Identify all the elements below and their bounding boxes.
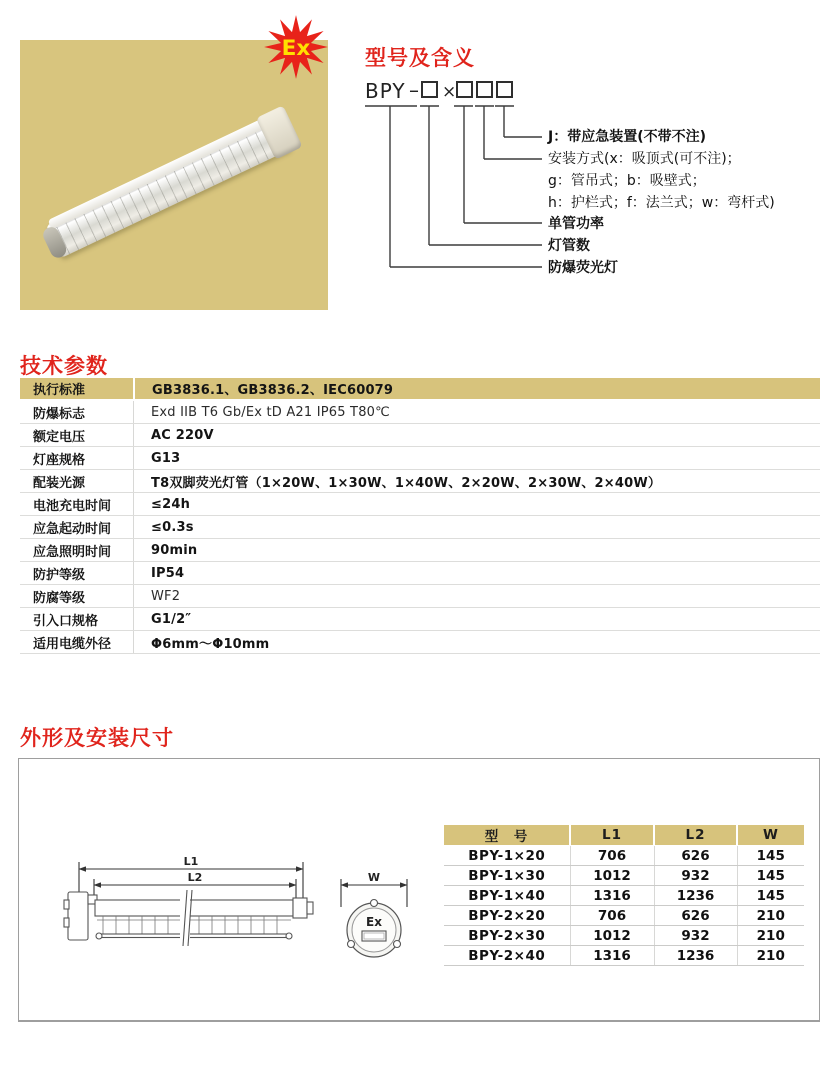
dim-col-w: W [737,825,804,846]
param-label: 防爆标志 [33,406,86,422]
param-label: 应急起动时间 [33,521,112,537]
dim-table-row [444,866,804,886]
model-connector-lines [365,106,542,267]
param-label: 引入口规格 [33,613,99,629]
tech-row [20,516,820,539]
dim-cell: 1316 [570,886,654,906]
param-value: IP54 [133,562,820,584]
dim-cell: 145 [737,866,804,886]
dim-table-row [444,906,804,926]
model-prefix: BPY [365,79,406,103]
param-value: Φ6mm～Φ10mm [133,631,820,653]
param-value: Exd IIB T6 Gb/Ex tD A21 IP65 T80℃ [133,401,820,423]
param-value: G1/2″ [133,608,820,630]
ex-starburst-icon [258,12,334,82]
param-value: G13 [133,447,820,469]
dim-label-l2: L2 [187,871,203,884]
dim-cell: 932 [654,866,737,886]
dim-cell: 210 [737,906,804,926]
param-label: 额定电压 [33,429,86,445]
param-value: ≤24h [133,493,820,515]
dim-cell: BPY-1×20 [444,846,570,866]
legend-tube-count: 灯管数 [548,238,590,254]
fluorescent-lamp-image [46,116,293,258]
param-value: T8双脚荧光灯管（1×20W、1×30W、1×40W、2×20W、2×30W、2×40W） [133,470,820,492]
legend-mounting-3: h：护栏式；f：法兰式；w：弯杆式) [548,195,775,211]
tech-row [20,401,820,424]
dim-cell: 706 [570,846,654,866]
legend-emergency: J：带应急装置(不带不注) [548,129,707,145]
dim-cell: 145 [737,846,804,866]
dimensions-title: 外形及安装尺寸 [20,726,174,750]
tech-row [20,378,820,401]
side-view-drawing [51,854,323,966]
param-label: 适用电缆外径 [33,636,112,652]
dim-cell: 1236 [654,886,737,906]
dim-cell: BPY-1×40 [444,886,570,906]
end-view-drawing [332,873,416,969]
model-box [497,82,512,97]
tech-row [20,470,820,493]
dim-cell: 706 [570,906,654,926]
dim-cell: 210 [737,926,804,946]
legend-mounting-1: 安装方式(x：吸顶式(可不注)； [548,151,741,167]
dim-cell: BPY-2×30 [444,926,570,946]
dim-cell: 626 [654,906,737,926]
dimensions-table [444,825,804,966]
tech-row [20,539,820,562]
param-value: AC 220V [133,424,820,446]
dim-label-w: W [367,873,381,884]
param-value: GB3836.1、GB3836.2、IEC60079 [133,378,820,399]
model-box [477,82,492,97]
dimensions-panel [18,758,820,1022]
tech-row [20,562,820,585]
dim-col-l2: L2 [654,825,737,846]
ex-badge-text: Ex [281,36,311,62]
dim-cell: 1012 [570,926,654,946]
param-label: 配装光源 [33,475,86,491]
tech-row [20,608,820,631]
legend-mounting-2: g：管吊式；b：吸壁式； [548,173,706,189]
lamp-body [46,116,293,258]
dim-cell: BPY-1×30 [444,866,570,886]
tech-row [20,424,820,447]
model-box [422,82,437,97]
tech-row [20,631,820,654]
dim-cell: 932 [654,926,737,946]
dim-cell: 210 [737,946,804,966]
param-label: 防护等级 [33,567,86,583]
param-value: WF2 [133,585,820,607]
end-view-ex-mark: Ex [366,915,382,929]
dim-col-model: 型 号 [444,825,570,846]
dim-table-row [444,846,804,866]
legend-tube-power: 单管功率 [548,216,604,232]
dim-col-l1: L1 [570,825,654,846]
param-label: 灯座规格 [33,452,86,468]
param-label: 应急照明时间 [33,544,112,560]
dim-cell: BPY-2×40 [444,946,570,966]
dim-cell: BPY-2×20 [444,906,570,926]
legend-product-name: 防爆荧光灯 [548,260,618,276]
param-value: 90min [133,539,820,561]
model-times: × [442,82,457,102]
dim-cell: 1236 [654,946,737,966]
dim-cell: 1316 [570,946,654,966]
model-section-title: 型号及含义 [365,46,475,70]
tech-row [20,493,820,516]
dim-cell: 145 [737,886,804,906]
model-dash: – [409,78,419,102]
param-value: ≤0.3s [133,516,820,538]
dim-cell: 626 [654,846,737,866]
param-label: 执行标准 [33,383,86,398]
dim-table-row [444,926,804,946]
param-label: 防腐等级 [33,590,86,606]
tech-params-title: 技术参数 [20,354,108,378]
tech-params-table [20,378,820,654]
dim-table-row [444,886,804,906]
tech-row [20,447,820,470]
param-label: 电池充电时间 [33,498,112,514]
dim-cell: 1012 [570,866,654,886]
model-box [457,82,472,97]
tech-row [20,585,820,608]
dim-label-l1: L1 [183,855,199,868]
dim-header-row [444,825,804,846]
dim-table-row [444,946,804,966]
